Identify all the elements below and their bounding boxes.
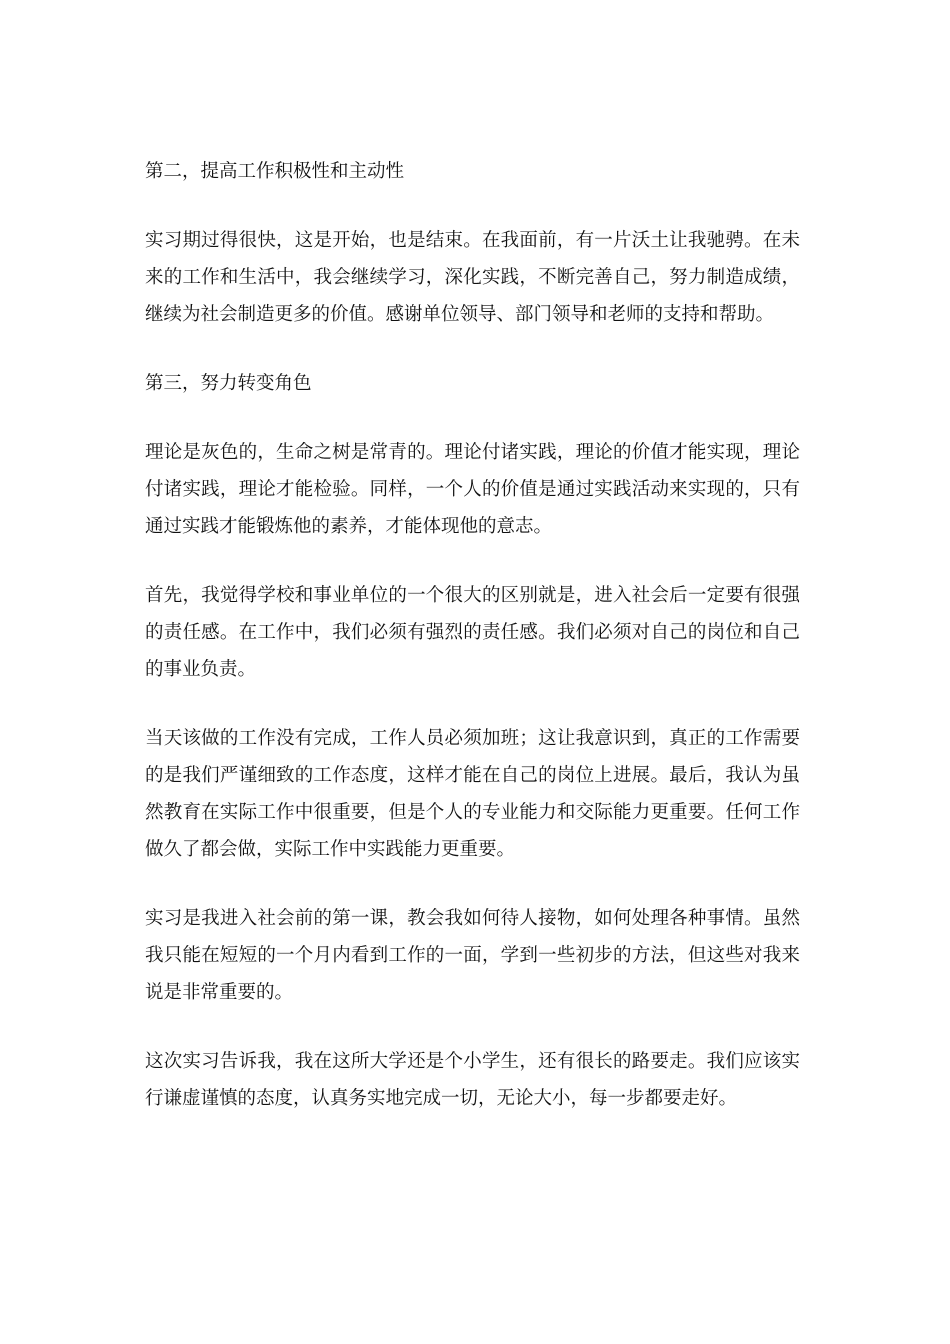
section-heading-3: 第三，努力转变角色 (145, 373, 312, 394)
paragraph-first-lesson: 实习是我进入社会前的第一课，教会我如何待人接物，如何处理各种事情。虽然我只能在短短的一个月内看到工作的一面，学到一些初步的方法，但这些对我来说是非常重要的。 (145, 908, 800, 1003)
document-body (145, 153, 800, 1149)
paragraph-internship-summary: 实习期过得很快，这是开始，也是结束。在我面前，有一片沃土让我驰骋。在未来的工作和生活中，我会继续学习，深化实践，不断完善自己，努力制造成绩，继续为社会制造更多的价值。感谢单位领导、部门领导和老师的支持和帮助。 (145, 230, 800, 325)
paragraph-conclusion: 这次实习告诉我，我在这所大学还是个小学生，还有很长的路要走。我们应该实行谦虚谨慎的态度，认真务实地完成一切，无论大小，每一步都要走好。 (145, 1051, 800, 1109)
paragraph-responsibility: 首先，我觉得学校和事业单位的一个很大的区别就是，进入社会后一定要有很强的责任感。在工作中，我们必须有强烈的责任感。我们必须对自己的岗位和自己的事业负责。 (145, 585, 800, 680)
section-heading-2: 第二，提高工作积极性和主动性 (145, 161, 405, 182)
paragraph-work-attitude: 当天该做的工作没有完成，工作人员必须加班；这让我意识到，真正的工作需要的是我们严谨细致的工作态度，这样才能在自己的岗位上进展。最后，我认为虽然教育在实际工作中很重要，但是个人的专业能力和交际能力更重要。任何工作做久了都会做，实际工作中实践能力更重要。 (145, 728, 800, 860)
paragraph-theory-practice: 理论是灰色的，生命之树是常青的。理论付诸实践，理论的价值才能实现，理论付诸实践，理论才能检验。同样，一个人的价值是通过实践活动来实现的，只有通过实践才能锻炼他的素养，才能体现他的意志。 (145, 442, 800, 537)
